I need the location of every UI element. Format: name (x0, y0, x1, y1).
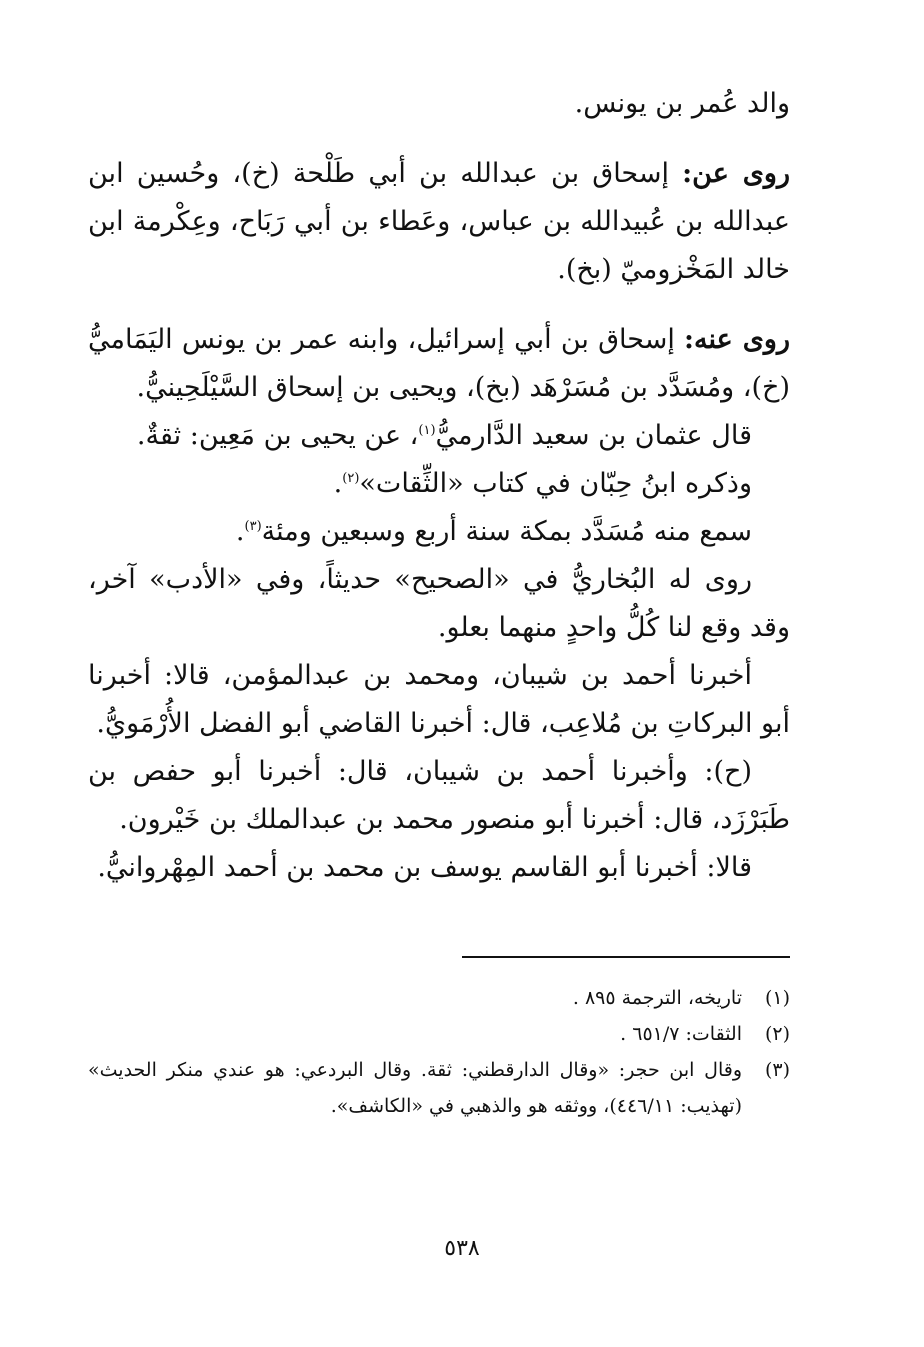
paragraph-text: . (333, 468, 343, 499)
paragraph-text: . (235, 516, 245, 547)
footnote-ref-1[interactable]: (١) (418, 423, 436, 438)
footnote-text: الثقات: ٦٥١/٧ . (620, 1023, 742, 1045)
paragraph-narrated-by (88, 316, 790, 412)
footnote-2 (88, 1016, 790, 1052)
footnote-3 (88, 1052, 790, 1124)
page-content (88, 80, 790, 1260)
paragraph-isnad-2 (88, 748, 790, 844)
paragraph-text: أخبرنا أحمد بن شيبان، ومحمد بن عبدالمؤمن، قالا: أخبرنا أبو البركاتِ بن مُلاعِب، قال: أخبرنا القاضي أبو الفضل الأُرْمَويُّ. (88, 660, 790, 739)
paragraph-narrated-from (88, 150, 790, 294)
footnotes (88, 980, 790, 1124)
narrated-by-label: روى عنه: (684, 324, 790, 355)
paragraph-text: (ح): وأخبرنا أحمد بن شيبان، قال: أخبرنا أبو حفص بن طَبَرْزَد، قال: أخبرنا أبو منصور محمد بن عبدالملك بن خَيْرون. (88, 756, 790, 835)
narrated-from-text: إسحاق بن عبدالله بن أبي طَلْحة (خ)، وحُسين ابن عبدالله بن عُبيدالله بن عباس، وعَطاء بن أبي رَبَاح، وعِكْرمة ابن خالد المَخْزوميّ (بخ). (88, 158, 790, 285)
paragraph-text: قالا: أخبرنا أبو القاسم يوسف بن محمد بن أحمد المِهْروانيُّ. (97, 852, 752, 883)
paragraph-darimi (88, 412, 790, 460)
footnote-ref-2[interactable]: (٢) (342, 471, 360, 486)
footnote-number: (٢) (764, 1023, 790, 1045)
narrated-by-text: إسحاق بن أبي إسرائيل، وابنه عمر بن يونس اليَمَاميُّ (خ)، ومُسَدَّد بن مُسَرْهَد (بخ)، ويحيى بن إسحاق السَّيْلَحِينيُّ. (88, 324, 790, 403)
paragraph-text: قال عثمان بن سعيد الدَّارميُّ (435, 420, 752, 451)
footnote-text: تاريخه، الترجمة ٨٩٥ . (572, 987, 742, 1009)
paragraph-isnad-1 (88, 652, 790, 748)
main-text (88, 80, 790, 892)
paragraph-bukhari (88, 556, 790, 652)
page-number: ٥٣٨ (444, 1236, 480, 1261)
paragraph-isnad-3 (88, 844, 790, 892)
narrated-from-label: روى عن: (682, 158, 791, 189)
paragraph-father-of (88, 80, 790, 128)
footnote-separator (462, 956, 790, 958)
paragraph-text: ، عن يحيى بن مَعِين: ثقةٌ. (136, 420, 419, 451)
footnote-1 (88, 980, 790, 1016)
paragraph-text: سمع منه مُسَدَّد بمكة سنة أربع وسبعين ومئة (261, 516, 752, 547)
paragraph-musaddad (88, 508, 790, 556)
footnote-ref-3[interactable]: (٣) (244, 519, 262, 534)
paragraph-text: روى له البُخاريُّ في «الصحيح» حديثاً، وفي «الأدب» آخر، وقد وقع لنا كُلُّ واحدٍ منهما بعلو. (88, 564, 790, 643)
paragraph-ibn-hibban (88, 460, 790, 508)
paragraph-text: والد عُمر بن يونس. (574, 88, 790, 119)
footnote-number: (٣) (764, 1059, 790, 1081)
footnote-text: وقال ابن حجر: «وقال الدارقطني: ثقة. وقال البردعي: هو عندي منكر الحديث» (تهذيب: ٤٤٦/١١)، ووثقه هو والذهبي في «الكاشف». (88, 1059, 742, 1117)
footnote-number: (١) (764, 987, 790, 1009)
paragraph-text: وذكره ابنُ حِبّان في كتاب «الثِّقات» (359, 468, 752, 499)
